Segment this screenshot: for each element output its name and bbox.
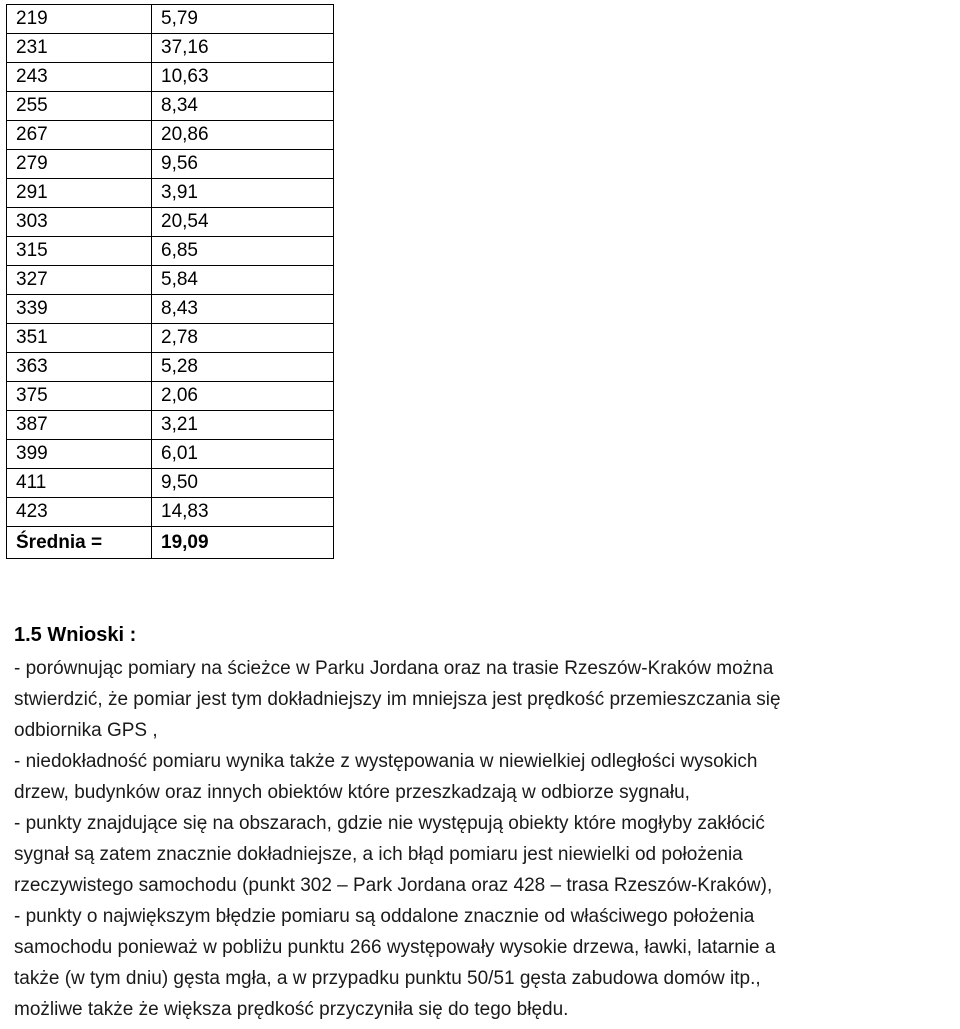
table-row [7, 469, 334, 498]
error-value-cell: 5,28 [152, 353, 334, 382]
error-value-cell: 10,63 [152, 63, 334, 92]
point-number-cell: 327 [7, 266, 152, 295]
average-label-cell: Średnia = [7, 527, 152, 559]
point-number-cell: 255 [7, 92, 152, 121]
point-number-cell: 267 [7, 121, 152, 150]
table-row [7, 353, 334, 382]
error-value-cell: 3,91 [152, 179, 334, 208]
measurement-table-body [7, 5, 334, 559]
error-value-cell: 8,43 [152, 295, 334, 324]
point-number-cell: 339 [7, 295, 152, 324]
point-number-cell: 423 [7, 498, 152, 527]
error-value-cell: 6,85 [152, 237, 334, 266]
table-row [7, 208, 334, 237]
error-value-cell: 20,54 [152, 208, 334, 237]
error-value-cell: 9,50 [152, 469, 334, 498]
paragraph-line: - punkty o największym błędzie pomiaru są oddalone znacznie od właściwego położenia [14, 906, 755, 927]
table-row [7, 237, 334, 266]
table-row [7, 121, 334, 150]
error-value-cell: 8,34 [152, 92, 334, 121]
table-row [7, 295, 334, 324]
table-row [7, 382, 334, 411]
point-number-cell: 219 [7, 5, 152, 34]
error-value-cell: 9,56 [152, 150, 334, 179]
point-number-cell: 399 [7, 440, 152, 469]
section-heading-conclusions: 1.5 Wnioski : [14, 624, 137, 646]
paragraph-line: sygnał są zatem znacznie dokładniejsze, a ich błąd pomiaru jest niewielki od położenia [14, 844, 743, 865]
table-row [7, 440, 334, 469]
conclusions-text [14, 653, 960, 1025]
table-row [7, 324, 334, 353]
point-number-cell: 363 [7, 353, 152, 382]
point-number-cell: 411 [7, 469, 152, 498]
table-row [7, 498, 334, 527]
table-row [7, 179, 334, 208]
error-value-cell: 20,86 [152, 121, 334, 150]
table-row [7, 266, 334, 295]
paragraph-line: stwierdzić, że pomiar jest tym dokładniejszy im mniejsza jest prędkość przemieszczania się [14, 689, 781, 710]
point-number-cell: 303 [7, 208, 152, 237]
point-number-cell: 291 [7, 179, 152, 208]
table-row [7, 5, 334, 34]
error-value-cell: 5,84 [152, 266, 334, 295]
error-value-cell: 2,06 [152, 382, 334, 411]
table-summary-row [7, 527, 334, 559]
error-value-cell: 3,21 [152, 411, 334, 440]
point-number-cell: 387 [7, 411, 152, 440]
paragraph-line: samochodu ponieważ w pobliżu punktu 266 występowały wysokie drzewa, ławki, latarnie a [14, 937, 776, 958]
paragraph-line: odbiornika GPS , [14, 720, 158, 741]
error-value-cell: 6,01 [152, 440, 334, 469]
point-number-cell: 315 [7, 237, 152, 266]
paragraph-line: - niedokładność pomiaru wynika także z występowania w niewielkiej odległości wysokich [14, 751, 758, 772]
point-number-cell: 375 [7, 382, 152, 411]
point-number-cell: 243 [7, 63, 152, 92]
paragraph-line: - punkty znajdujące się na obszarach, gdzie nie występują obiekty które mogłyby zakłócić [14, 813, 765, 834]
point-number-cell: 231 [7, 34, 152, 63]
point-number-cell: 279 [7, 150, 152, 179]
table-row [7, 411, 334, 440]
paragraph-line: także (w tym dniu) gęsta mgła, a w przypadku punktu 50/51 gęsta zabudowa domów itp., [14, 968, 761, 989]
error-value-cell: 2,78 [152, 324, 334, 353]
error-value-cell: 5,79 [152, 5, 334, 34]
table-row [7, 34, 334, 63]
table-row [7, 63, 334, 92]
table-row [7, 150, 334, 179]
error-value-cell: 37,16 [152, 34, 334, 63]
paragraph-line: rzeczywistego samochodu (punkt 302 – Park Jordana oraz 428 – trasa Rzeszów-Kraków), [14, 875, 773, 896]
average-value-cell: 19,09 [152, 527, 334, 559]
point-number-cell: 351 [7, 324, 152, 353]
paragraph-line: - porównując pomiary na ścieżce w Parku Jordana oraz na trasie Rzeszów-Kraków można [14, 658, 774, 679]
paragraph-line: możliwe także że większa prędkość przyczyniła się do tego błędu. [14, 999, 569, 1020]
paragraph-line: drzew, budynków oraz innych obiektów które przeszkadzają w odbiorze sygnału, [14, 782, 690, 803]
error-value-cell: 14,83 [152, 498, 334, 527]
measurement-table [6, 4, 334, 559]
table-row [7, 92, 334, 121]
